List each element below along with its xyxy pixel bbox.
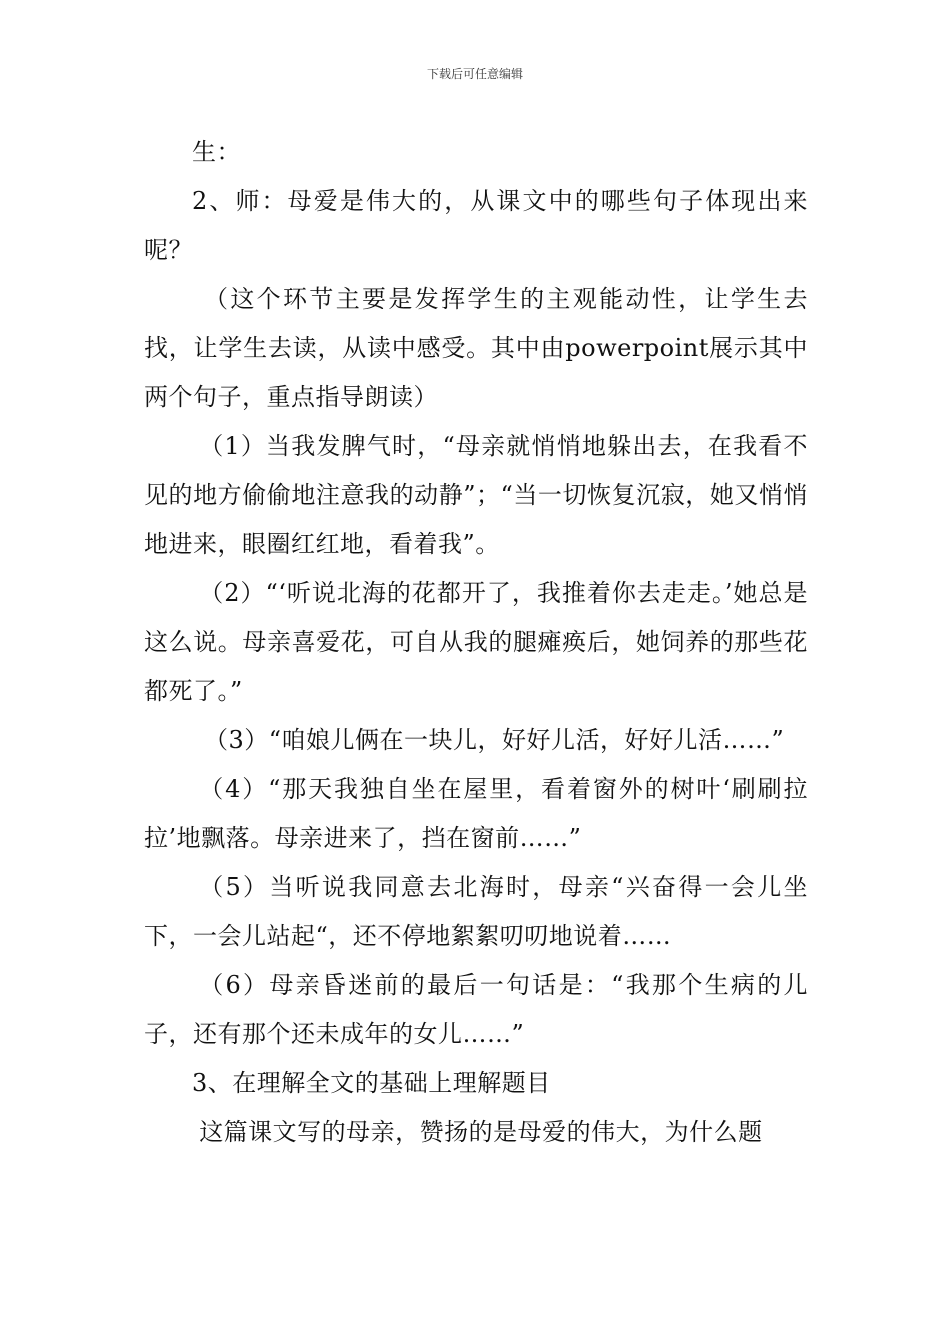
page-header: 下载后可任意编辑 <box>426 67 523 81</box>
paragraph-activity-note: （这个环节主要是发挥学生的主观能动性，让学生去找，让学生去读，从读中感受。其中由powerpoint展示其中两个句子，重点指导朗读） <box>144 285 808 411</box>
paragraph-quote-6: （6）母亲昏迷前的最后一句话是：“我那个生病的儿子，还有那个还未成年的女儿……” <box>144 971 808 1048</box>
paragraph-quote-5: （5）当听说我同意去北海时，母亲“兴奋得一会儿坐下，一会儿站起“，还不停地絮絮叨叨地说着…… <box>144 873 808 950</box>
paragraph-quote-3: （3）“咱娘儿俩在一块儿，好好儿活，好好儿活……” <box>204 726 785 754</box>
paragraph-quote-1: （1）当我发脾气时，“母亲就悄悄地躲出去，在我看不见的地方偷偷地注意我的动静”；“当一切恢复沉寂，她又悄悄地进来，眼圈红红地，看着我”。 <box>144 432 808 558</box>
paragraph-quote-2: （2）“‘听说北海的花都开了，我推着你去走走。’她总是这么说。母亲喜爱花，可自从我的腿瘫痪后，她饲养的那些花都死了。” <box>144 579 808 705</box>
paragraph-student: 生： <box>192 138 241 166</box>
paragraph-question-2: 2、师：母爱是伟大的，从课文中的哪些句子体现出来呢？ <box>144 187 808 264</box>
paragraph-step-3: 3、在理解全文的基础上理解题目 <box>192 1069 551 1097</box>
document-body <box>144 128 808 1157</box>
paragraph-quote-4: （4）“那天我独自坐在屋里，看着窗外的树叶‘刷刷拉拉’地飘落。母亲进来了，挡在窗前……” <box>144 775 808 852</box>
paragraph-title-question: 这篇课文写的母亲，赞扬的是母爱的伟大，为什么题 <box>199 1118 763 1146</box>
